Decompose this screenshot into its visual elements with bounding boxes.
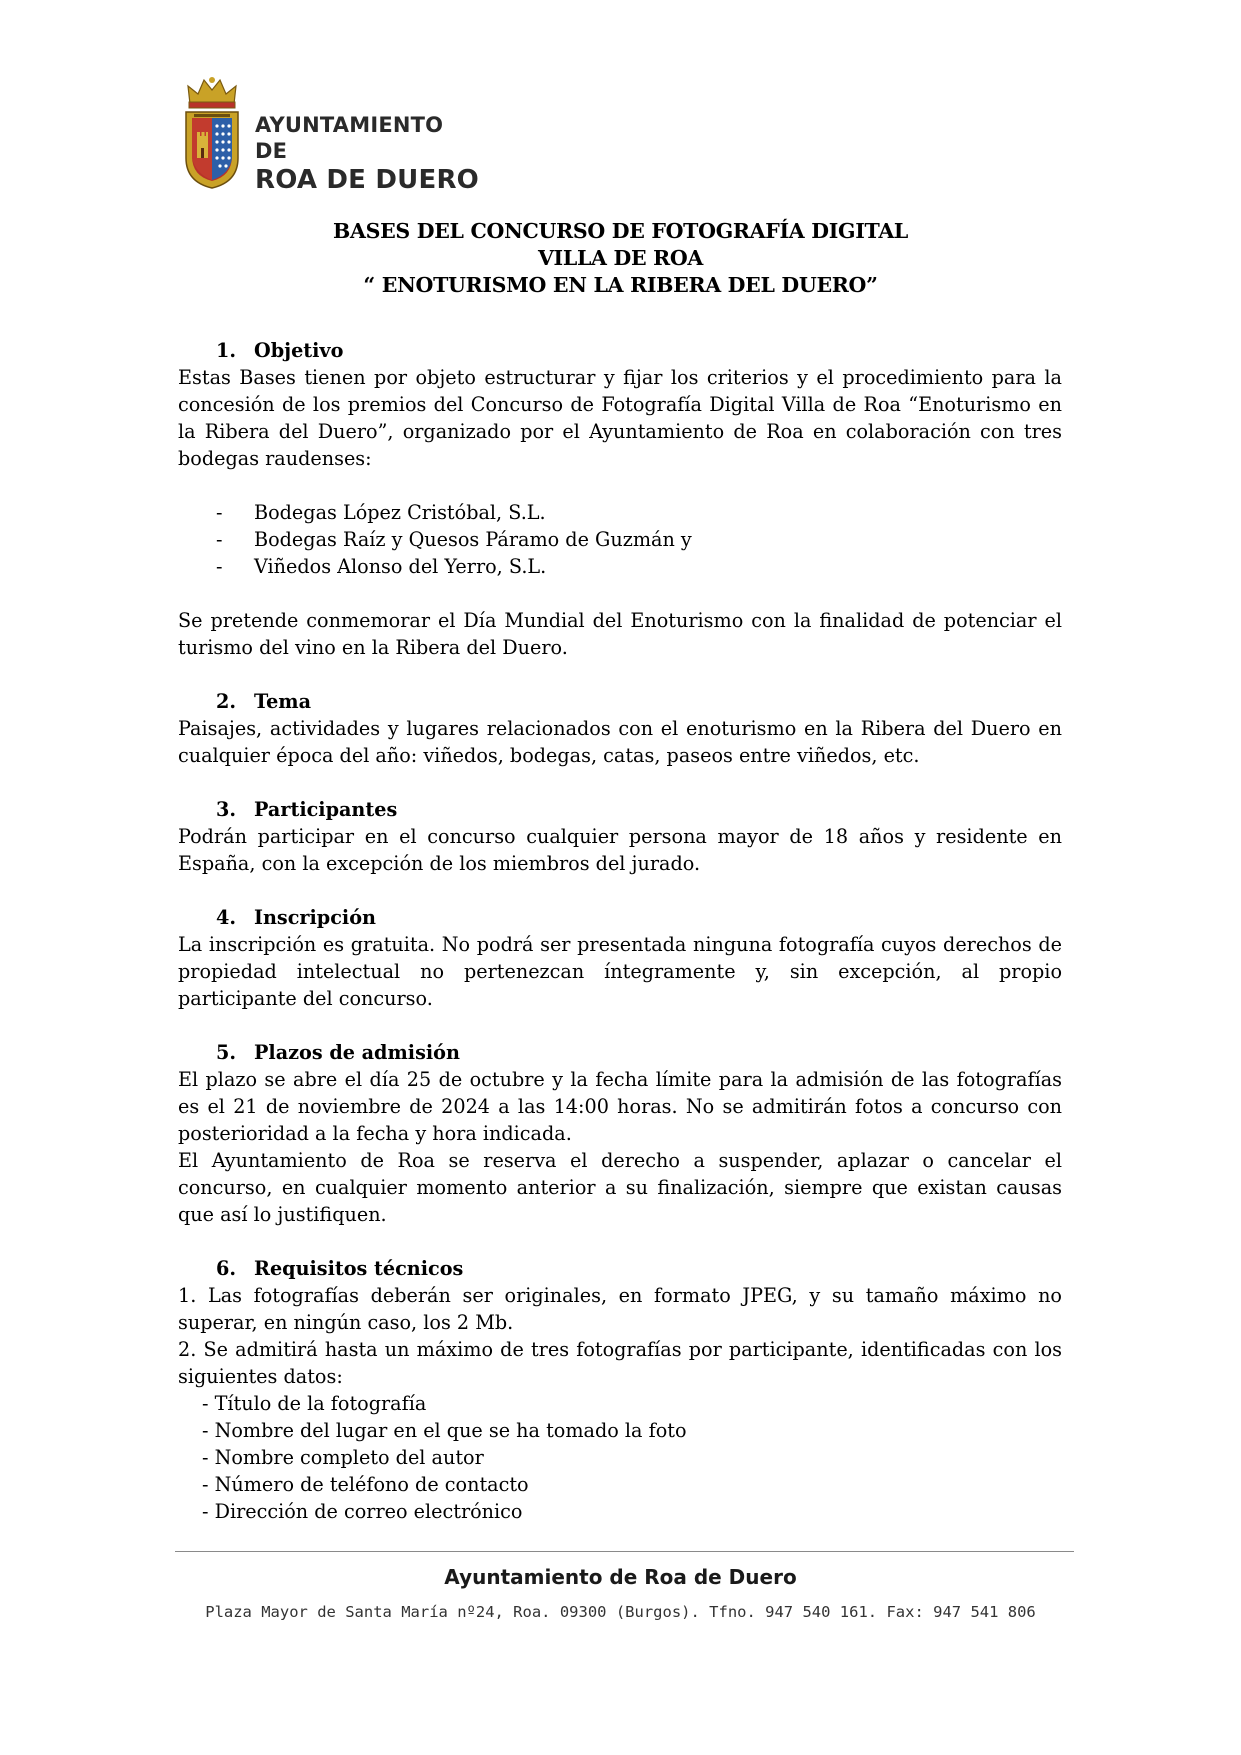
section-number: 3. (216, 798, 237, 821)
paragraph: Podrán participar en el concurso cualquier persona mayor de 18 años y residente en España, con la excepción de los miembros del jurado. (178, 825, 1062, 875)
paragraph: Paisajes, actividades y lugares relacionados con el enoturismo en la Ribera del Duero en cualquier época del año: viñedos, bodegas, catas, paseos entre viñedos, etc. (178, 717, 1062, 767)
coat-of-arms-icon (180, 74, 244, 190)
paragraph: La inscripción es gratuita. No podrá ser presentada ninguna fotografía cuyos derechos de propiedad intelectual no pertenezcan íntegramente y, sin excepción, al propio participante del concurso. (178, 933, 1062, 1010)
paragraph: Se pretende conmemorar el Día Mundial del Enoturismo con la finalidad de potenciar el turismo del vino en la Ribera del Duero. (178, 609, 1062, 659)
section-number: 5. (216, 1041, 237, 1064)
section-title: Requisitos técnicos (254, 1257, 464, 1280)
section-heading-tema (178, 688, 1062, 715)
list-item: - Dirección de correo electrónico (202, 1500, 523, 1523)
section-title: Objetivo (254, 339, 344, 362)
section-title: Inscripción (254, 906, 376, 929)
logo-line-1: AYUNTAMIENTO DE (255, 113, 444, 163)
list-item: - Nombre del lugar en el que se ha tomado la foto (202, 1419, 687, 1442)
document-title (0, 218, 1241, 299)
footer-title: Ayuntamiento de Roa de Duero (444, 1565, 797, 1589)
section-title: Participantes (254, 798, 398, 821)
section-title: Tema (254, 690, 312, 713)
list-item: - Número de teléfono de contacto (202, 1473, 529, 1496)
section-number: 2. (216, 690, 237, 713)
section-number: 4. (216, 906, 237, 929)
logo-wordmark (255, 112, 480, 196)
document-body (178, 337, 1062, 1525)
section-heading-inscripcion (178, 904, 1062, 931)
section-heading-plazos (178, 1039, 1062, 1066)
title-line-1: BASES DEL CONCURSO DE FOTOGRAFÍA DIGITAL (332, 219, 909, 243)
section-number: 6. (216, 1257, 237, 1280)
section-heading-participantes (178, 796, 1062, 823)
list-item: - Bodegas Raíz y Quesos Páramo de Guzmán y (216, 528, 692, 551)
list-item: - Bodegas López Cristóbal, S.L. (216, 501, 546, 524)
title-line-2: VILLA DE ROA (537, 246, 704, 270)
section-heading-objetivo (178, 337, 1062, 364)
list-item: - Título de la fotografía (202, 1392, 427, 1415)
list-item: - Viñedos Alonso del Yerro, S.L. (216, 555, 547, 578)
footer-divider (175, 1551, 1074, 1552)
section-number: 1. (216, 339, 237, 362)
paragraph: 2. Se admitirá hasta un máximo de tres fotografías por participante, identificadas con los siguientes datos: (178, 1338, 1062, 1388)
logo-line-2: ROA DE DUERO (255, 165, 479, 195)
paragraph: Estas Bases tienen por objeto estructurar y fijar los criterios y el procedimiento para la concesión de los premios del Concurso de Fotografía Digital Villa de Roa “Enoturismo en la Ribera del Duero”, organizado por el Ayuntamiento de Roa en colaboración con tres bodegas raudenses: (178, 366, 1062, 470)
footer-address: Plaza Mayor de Santa María nº24, Roa. 09300 (Burgos). Tfno. 947 540 161. Fax: 947 541 806 (205, 1603, 1036, 1621)
section-heading-requisitos (178, 1255, 1062, 1282)
paragraph: 1. Las fotografías deberán ser originales, en formato JPEG, y su tamaño máximo no superar, en ningún caso, los 2 Mb. (178, 1284, 1062, 1334)
section-title: Plazos de admisión (254, 1041, 460, 1064)
title-line-3: “ ENOTURISMO EN LA RIBERA DEL DUERO” (363, 273, 878, 297)
paragraph: El Ayuntamiento de Roa se reserva el derecho a suspender, aplazar o cancelar el concurso, en cualquier momento anterior a su finalización, siempre que existan causas que así lo justifiquen. (178, 1149, 1062, 1226)
list-item: - Nombre completo del autor (202, 1446, 484, 1469)
letterhead-logo (180, 74, 480, 195)
paragraph: El plazo se abre el día 25 de octubre y la fecha límite para la admisión de las fotografías es el 21 de noviembre de 2024 a las 14:00 horas. No se admitirán fotos a concurso con posterioridad a la fecha y hora indicada. (178, 1068, 1062, 1145)
